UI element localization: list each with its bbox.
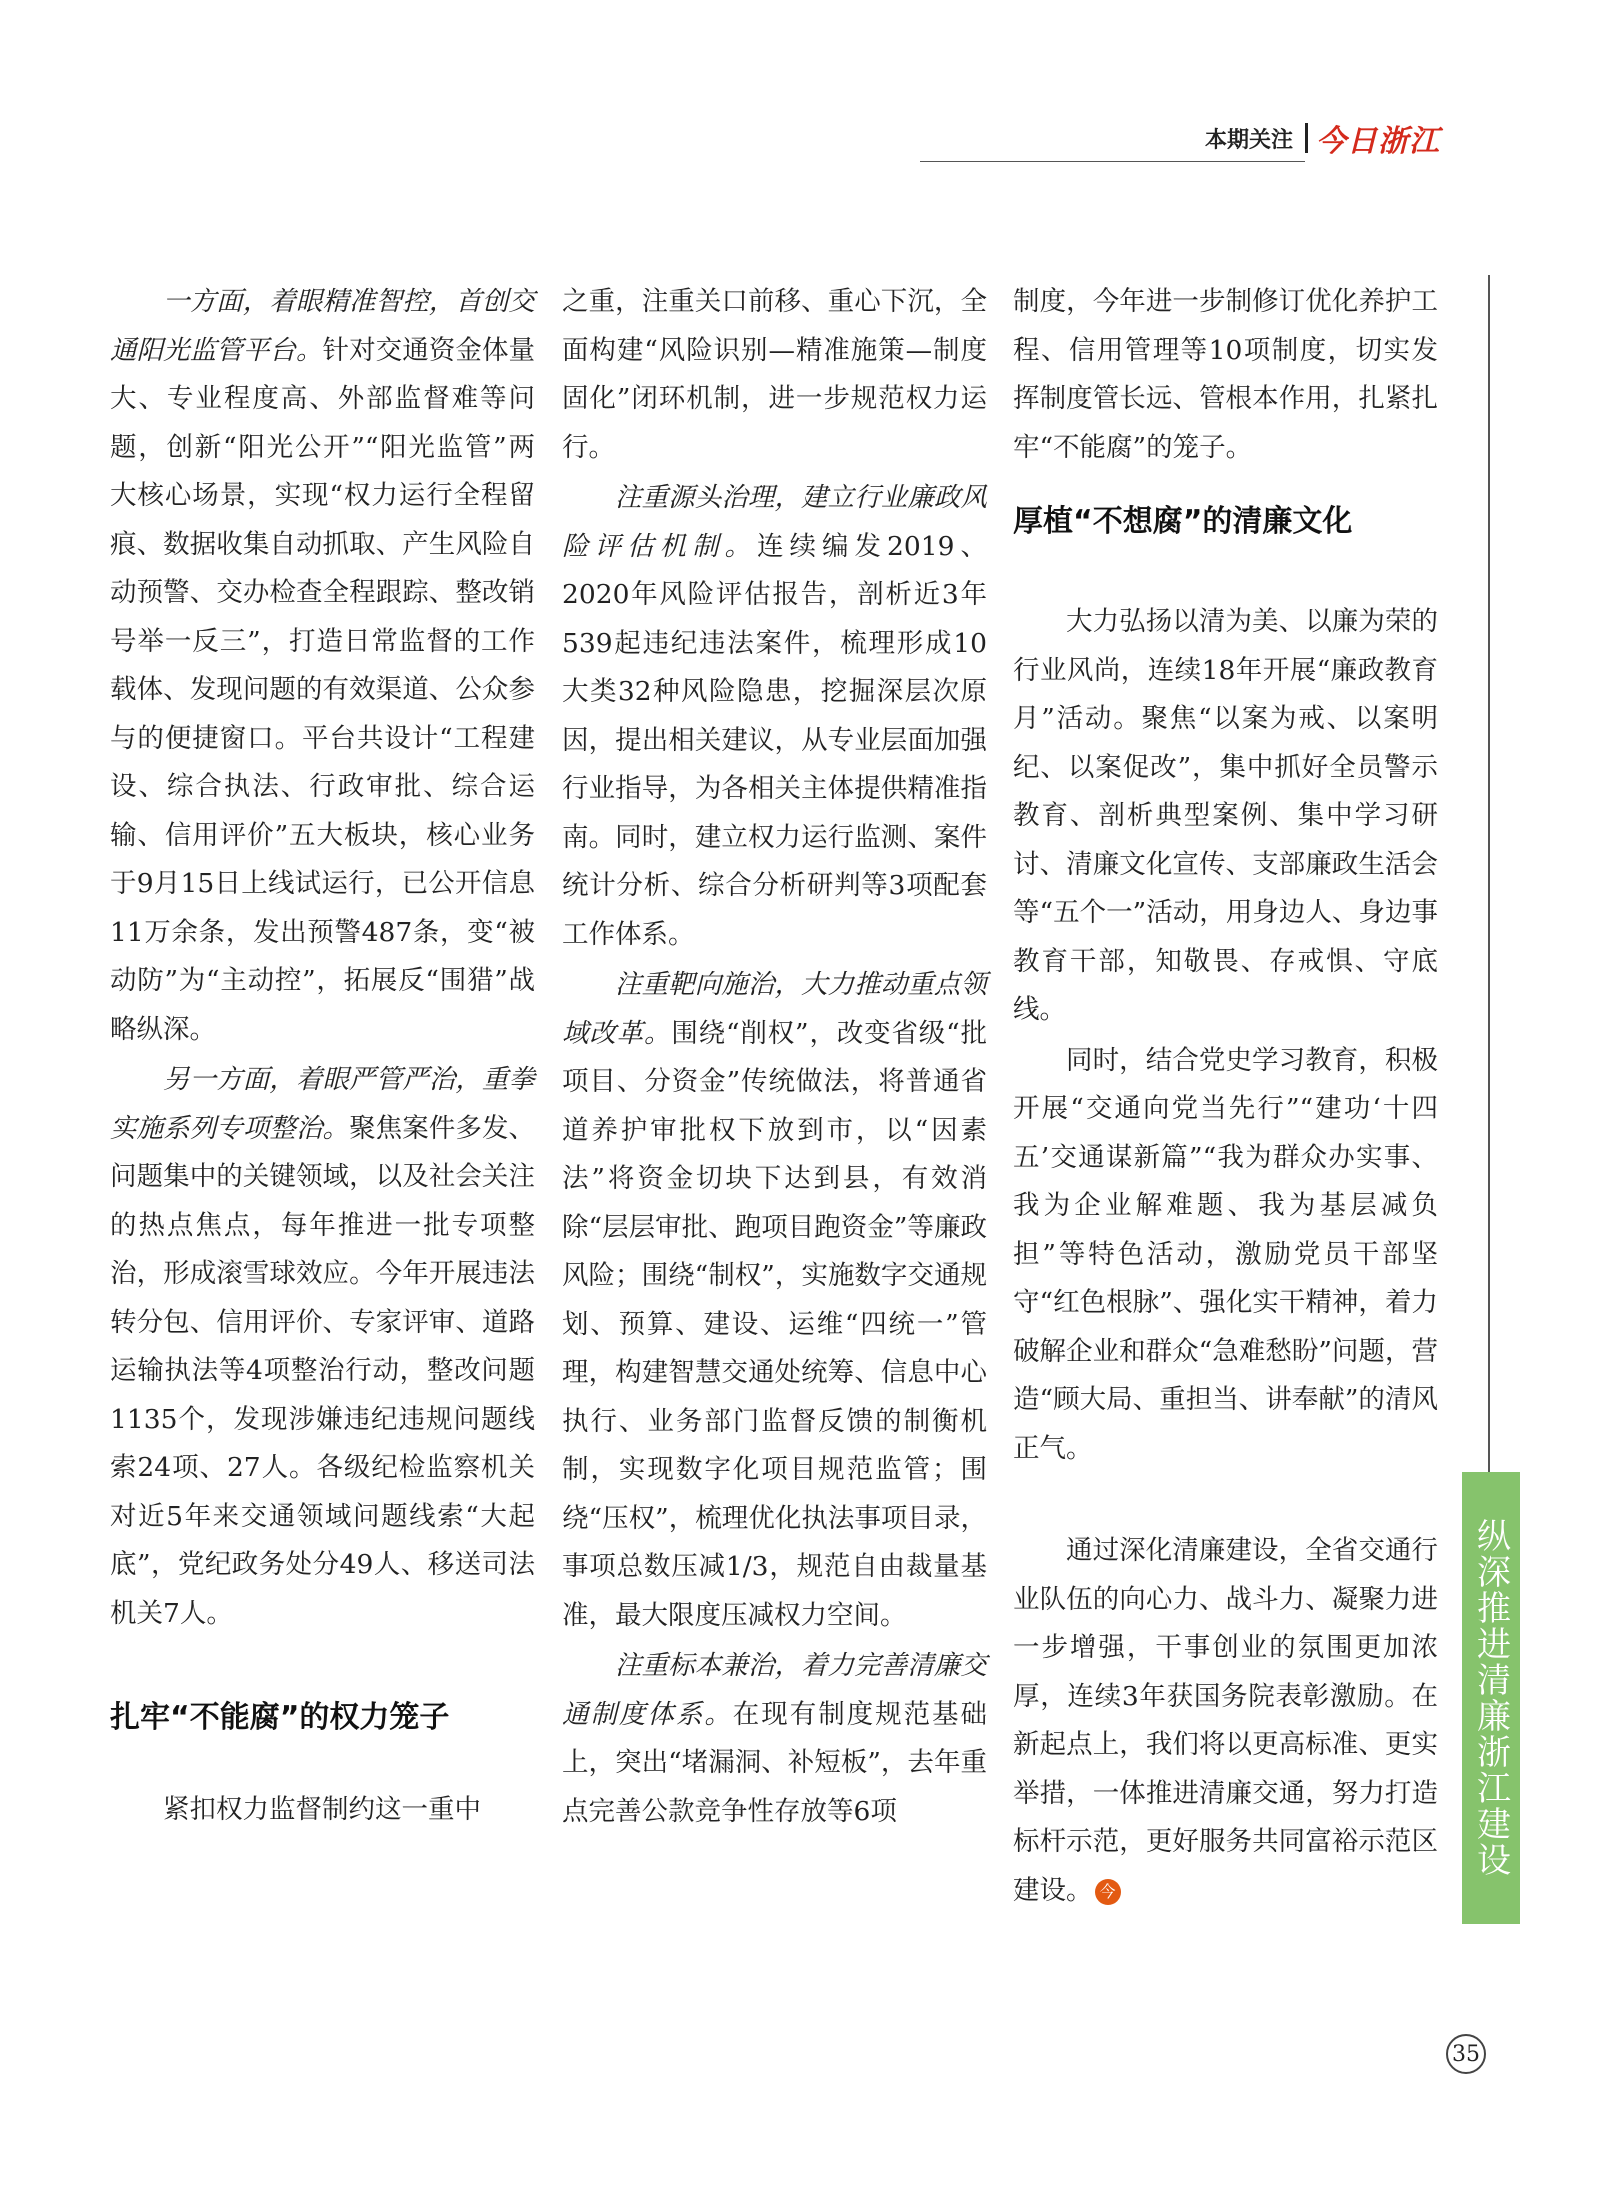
- paragraph: [562, 1642, 987, 1836]
- paragraph: 同时，结合党史学习教育，积极开展“交通向党当先行”“建功‘十四五’交通谋新篇”“我为群众办实事、我为企业解难题、我为基层减负担”等特色活动，激励党员干部坚守“红色根脉”、强化实干精神，着力破解企业和群众“急难愁盼”问题，营造“顾大局、重担当、讲奉献”的清风正气。: [1013, 1044, 1438, 1464]
- paragraph-lead: 另一方面，着眼严管严治，重拳实施系列专项整治。: [110, 1064, 535, 1144]
- end-mark-icon: 今: [1095, 1879, 1121, 1905]
- paragraph: [110, 278, 535, 1054]
- paragraph-body: 连续编发2019、2020年风险评估报告，剖析近3年539起违纪违法案件，梳理形成10大类32种风险隐患，挖掘深层次原因，提出相关建议，从专业层面加强行业指导，为各相关主体提供精准指南。同时，建立权力运行监测、案件统计分析、综合分析研判等3项配套工作体系。: [562, 530, 987, 950]
- column-1: [110, 278, 535, 1835]
- section-label: 本期关注: [1204, 127, 1293, 153]
- column-2: [562, 278, 987, 1836]
- paragraph: 之重，注重关口前移、重心下沉，全面构建“风险识别—精准施策—制度固化”闭环机制，进一步规范权力运行。: [562, 286, 987, 463]
- column-3: [1013, 278, 1438, 1915]
- paragraph-body: 在现有制度规范基础上，突出“堵漏洞、补短板”，去年重点完善公款竞争性存放等6项: [562, 1698, 988, 1827]
- paragraph-body: 通过深化清廉建设，全省交通行业队伍的向心力、战斗力、凝聚力进一步增强，干事创业的氛围更加浓厚，连续3年获国务院表彰激励。在新起点上，我们将以更高标准、更实举措，一体推进清廉交通，努力打造标杆示范，更好服务共同富裕示范区建设。: [1013, 1535, 1438, 1906]
- section-heading: 扎牢“不能腐”的权力笼子: [110, 1700, 450, 1735]
- paragraph: [110, 1056, 535, 1638]
- paragraph: [562, 474, 987, 959]
- page-number: 35: [1446, 2034, 1486, 2074]
- paragraph-lead: 一方面，着眼精准智控，首创交通阳光监管平台。: [110, 286, 535, 366]
- paragraph-lead: 注重靶向施治，大力推动重点领域改革。: [562, 969, 987, 1049]
- paragraph-gap: [1013, 1473, 1438, 1527]
- paragraph-lead: 注重源头治理，建立行业廉政风险评估机制。: [562, 482, 987, 562]
- paragraph: [1013, 1527, 1438, 1915]
- paragraph-lead: 注重标本兼治，着力完善清廉交通制度体系。: [562, 1650, 987, 1730]
- paragraph: 紧扣权力监督制约这一重中: [163, 1794, 481, 1825]
- header-separator: [1305, 123, 1308, 153]
- paragraph: 制度，今年进一步制修订优化养护工程、信用管理等10项制度，切实发挥制度管长远、管根本作用，扎紧扎牢“不能腐”的笼子。: [1013, 286, 1438, 463]
- header-rule: [920, 161, 1305, 162]
- paragraph: 大力弘扬以清为美、以廉为荣的行业风尚，连续18年开展“廉政教育月”活动。聚焦“以案为戒、以案明纪、以案促改”，集中抓好全员警示教育、剖析典型案例、集中学习研讨、清廉文化宣传、支部廉政生活会等“五个一”活动，用身边人、身边事教育干部，知敬畏、存戒惧、守底线。: [1013, 606, 1438, 1025]
- paragraph-body: 针对交通资金体量大、专业程度高、外部监督难等问题，创新“阳光公开”“阳光监管”两大核心场景，实现“权力运行全程留痕、数据收集自动抓取、产生风险自动预警、交办检查全程跟踪、整改销号举一反三”，打造日常监督的工作载体、发现问题的有效渠道、公众参与的便捷窗口。平台共设计“工程建设、综合执法、行政审批、综合运输、信用评价”五大板块，核心业务于9月15日上线试运行，已公开信息11万余条，发出预警487条，变“被动防”为“主动控”，拓展反“围猎”战略纵深。: [110, 334, 536, 1045]
- brand-logo: 今日浙江: [1316, 124, 1440, 159]
- section-sidebar: [1462, 1472, 1520, 1924]
- paragraph-body: 围绕“削权”，改变省级“批项目、分资金”传统做法，将普通省道养护审批权下放到市，以“因素法”将资金切块下达到县，有效消除“层层审批、跑项目跑资金”等廉政风险；围绕“制权”，实施数字交通规划、预算、建设、运维“四统一”管理，构建智慧交通处统筹、信息中心执行、业务部门监督反馈的制衡机制，实现数字化项目规范监管；围绕“压权”，梳理优化执法事项目录，事项总数压减1/3，规范自由裁量基准，最大限度压减权力空间。: [562, 1017, 987, 1631]
- page-header: [1205, 118, 1440, 158]
- column-rule: [1488, 275, 1490, 1480]
- sidebar-title: 纵深推进清廉浙江建设: [1470, 1518, 1511, 1878]
- section-heading: 厚植“不想腐”的清廉文化: [1013, 504, 1353, 539]
- paragraph: [562, 961, 987, 1640]
- paragraph-body: 聚焦案件多发、问题集中的关键领域，以及社会关注的热点焦点，每年推进一批专项整治，形成滚雪球效应。今年开展违法转分包、信用评价、专家评审、道路运输执法等4项整治行动，整改问题1135个，发现涉嫌违纪违规问题线索24项、27人。各级纪检监察机关对近5年来交通领域问题线索“大起底”，党纪政务处分49人、移送司法机关7人。: [110, 1112, 536, 1629]
